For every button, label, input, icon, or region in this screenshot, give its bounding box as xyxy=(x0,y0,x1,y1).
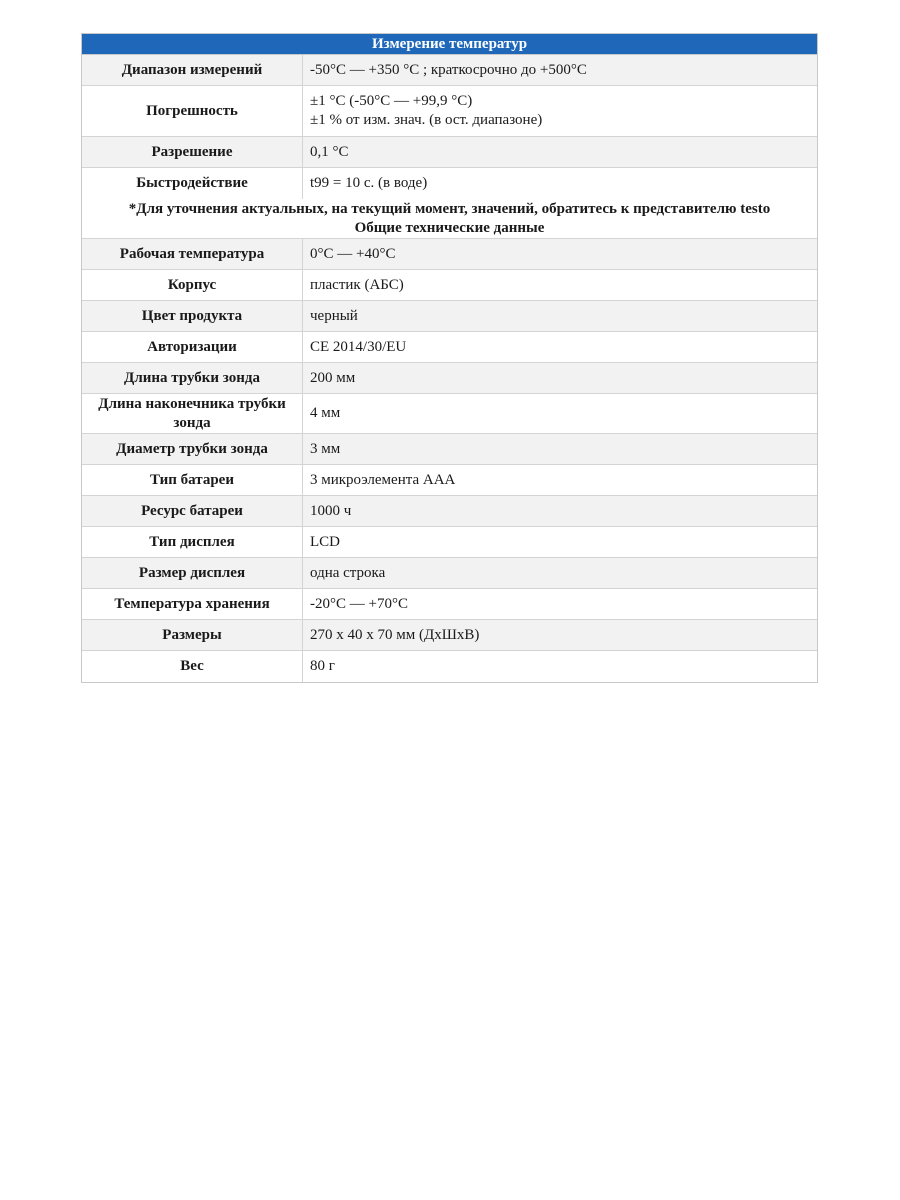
spec-row xyxy=(82,589,817,620)
spec-value-line: LCD xyxy=(310,533,340,550)
spec-label: Авторизации xyxy=(82,332,303,362)
spec-row xyxy=(82,239,817,270)
spec-label: Размер дисплея xyxy=(82,558,303,588)
spec-label: Корпус xyxy=(82,270,303,300)
general-section-title: Общие технические данные xyxy=(354,220,545,236)
spec-value xyxy=(303,558,817,588)
spec-value xyxy=(303,363,817,393)
note-block xyxy=(82,199,817,239)
spec-row xyxy=(82,332,817,363)
spec-row xyxy=(82,270,817,301)
spec-row xyxy=(82,465,817,496)
spec-value-line: одна строка xyxy=(310,564,386,581)
spec-row xyxy=(82,301,817,332)
spec-row xyxy=(82,86,817,137)
spec-value-line: 200 мм xyxy=(310,369,356,386)
spec-value-line: 3 мм xyxy=(310,440,341,457)
spec-row xyxy=(82,137,817,168)
spec-label: Температура хранения xyxy=(82,589,303,619)
spec-label: Размеры xyxy=(82,620,303,650)
spec-value-line: ±1 °C (-50°C — +99,9 °C) xyxy=(310,93,473,109)
spec-value xyxy=(303,620,817,650)
spec-value xyxy=(303,239,817,269)
spec-value xyxy=(303,55,817,85)
spec-value-line: 0°C — +40°C xyxy=(310,245,396,262)
spec-label: Ресурс батареи xyxy=(82,496,303,526)
spec-value-line: 80 г xyxy=(310,658,335,674)
spec-label: Тип дисплея xyxy=(82,527,303,557)
spec-value-line: CE 2014/30/EU xyxy=(310,338,407,355)
spec-value xyxy=(303,137,817,167)
spec-value-line: 0,1 °C xyxy=(310,143,349,160)
spec-value xyxy=(303,434,817,464)
spec-label: Тип батареи xyxy=(82,465,303,495)
spec-value xyxy=(303,465,817,495)
spec-label: Разрешение xyxy=(82,137,303,167)
general-rows xyxy=(82,239,817,682)
spec-row xyxy=(82,651,817,682)
spec-value xyxy=(303,301,817,331)
spec-label: Диаметр трубки зонда xyxy=(82,434,303,464)
spec-value-line: ±1 % от изм. знач. (в ост. диапазоне) xyxy=(310,112,543,128)
spec-value xyxy=(303,589,817,619)
spec-value xyxy=(303,270,817,300)
spec-value-line: t99 = 10 с. (в воде) xyxy=(310,175,428,191)
spec-value xyxy=(303,496,817,526)
spec-value xyxy=(303,86,817,136)
spec-label: Быстродействие xyxy=(82,168,303,199)
spec-label: Длина трубки зонда xyxy=(82,363,303,393)
section-header: Измерение температур xyxy=(82,34,817,55)
spec-row xyxy=(82,558,817,589)
spec-label: Погрешность xyxy=(82,86,303,136)
measurement-rows xyxy=(82,55,817,199)
spec-value-line: 3 микроэлемента ААА xyxy=(310,471,456,488)
spec-value xyxy=(303,332,817,362)
spec-value-line: -50°C — +350 °C ; краткосрочно до +500°C xyxy=(310,61,587,78)
spec-label: Диапазон измерений xyxy=(82,55,303,85)
spec-value-line: 1000 ч xyxy=(310,502,352,519)
spec-value-line: -20°C — +70°C xyxy=(310,595,408,612)
spec-value xyxy=(303,651,817,682)
spec-row xyxy=(82,434,817,465)
spec-table xyxy=(81,33,818,683)
spec-row xyxy=(82,168,817,199)
spec-value xyxy=(303,168,817,199)
spec-value xyxy=(303,394,817,433)
spec-row xyxy=(82,527,817,558)
spec-label: Цвет продукта xyxy=(82,301,303,331)
spec-label: Рабочая температура xyxy=(82,239,303,269)
spec-value-line: черный xyxy=(310,307,358,324)
availability-note: *Для уточнения актуальных, на текущий момент, значений, обратитесь к представителю testo xyxy=(128,201,771,217)
spec-value-line: 4 мм xyxy=(310,405,341,421)
spec-row xyxy=(82,363,817,394)
spec-label: Вес xyxy=(82,651,303,682)
spec-value xyxy=(303,527,817,557)
spec-value-line: пластик (АБС) xyxy=(310,276,404,293)
spec-row xyxy=(82,496,817,527)
spec-row xyxy=(82,55,817,86)
spec-value-line: 270 x 40 x 70 мм (ДxШxВ) xyxy=(310,626,480,643)
spec-row xyxy=(82,394,817,434)
spec-label: Длина наконечника трубки зонда xyxy=(82,394,303,433)
spec-row xyxy=(82,620,817,651)
